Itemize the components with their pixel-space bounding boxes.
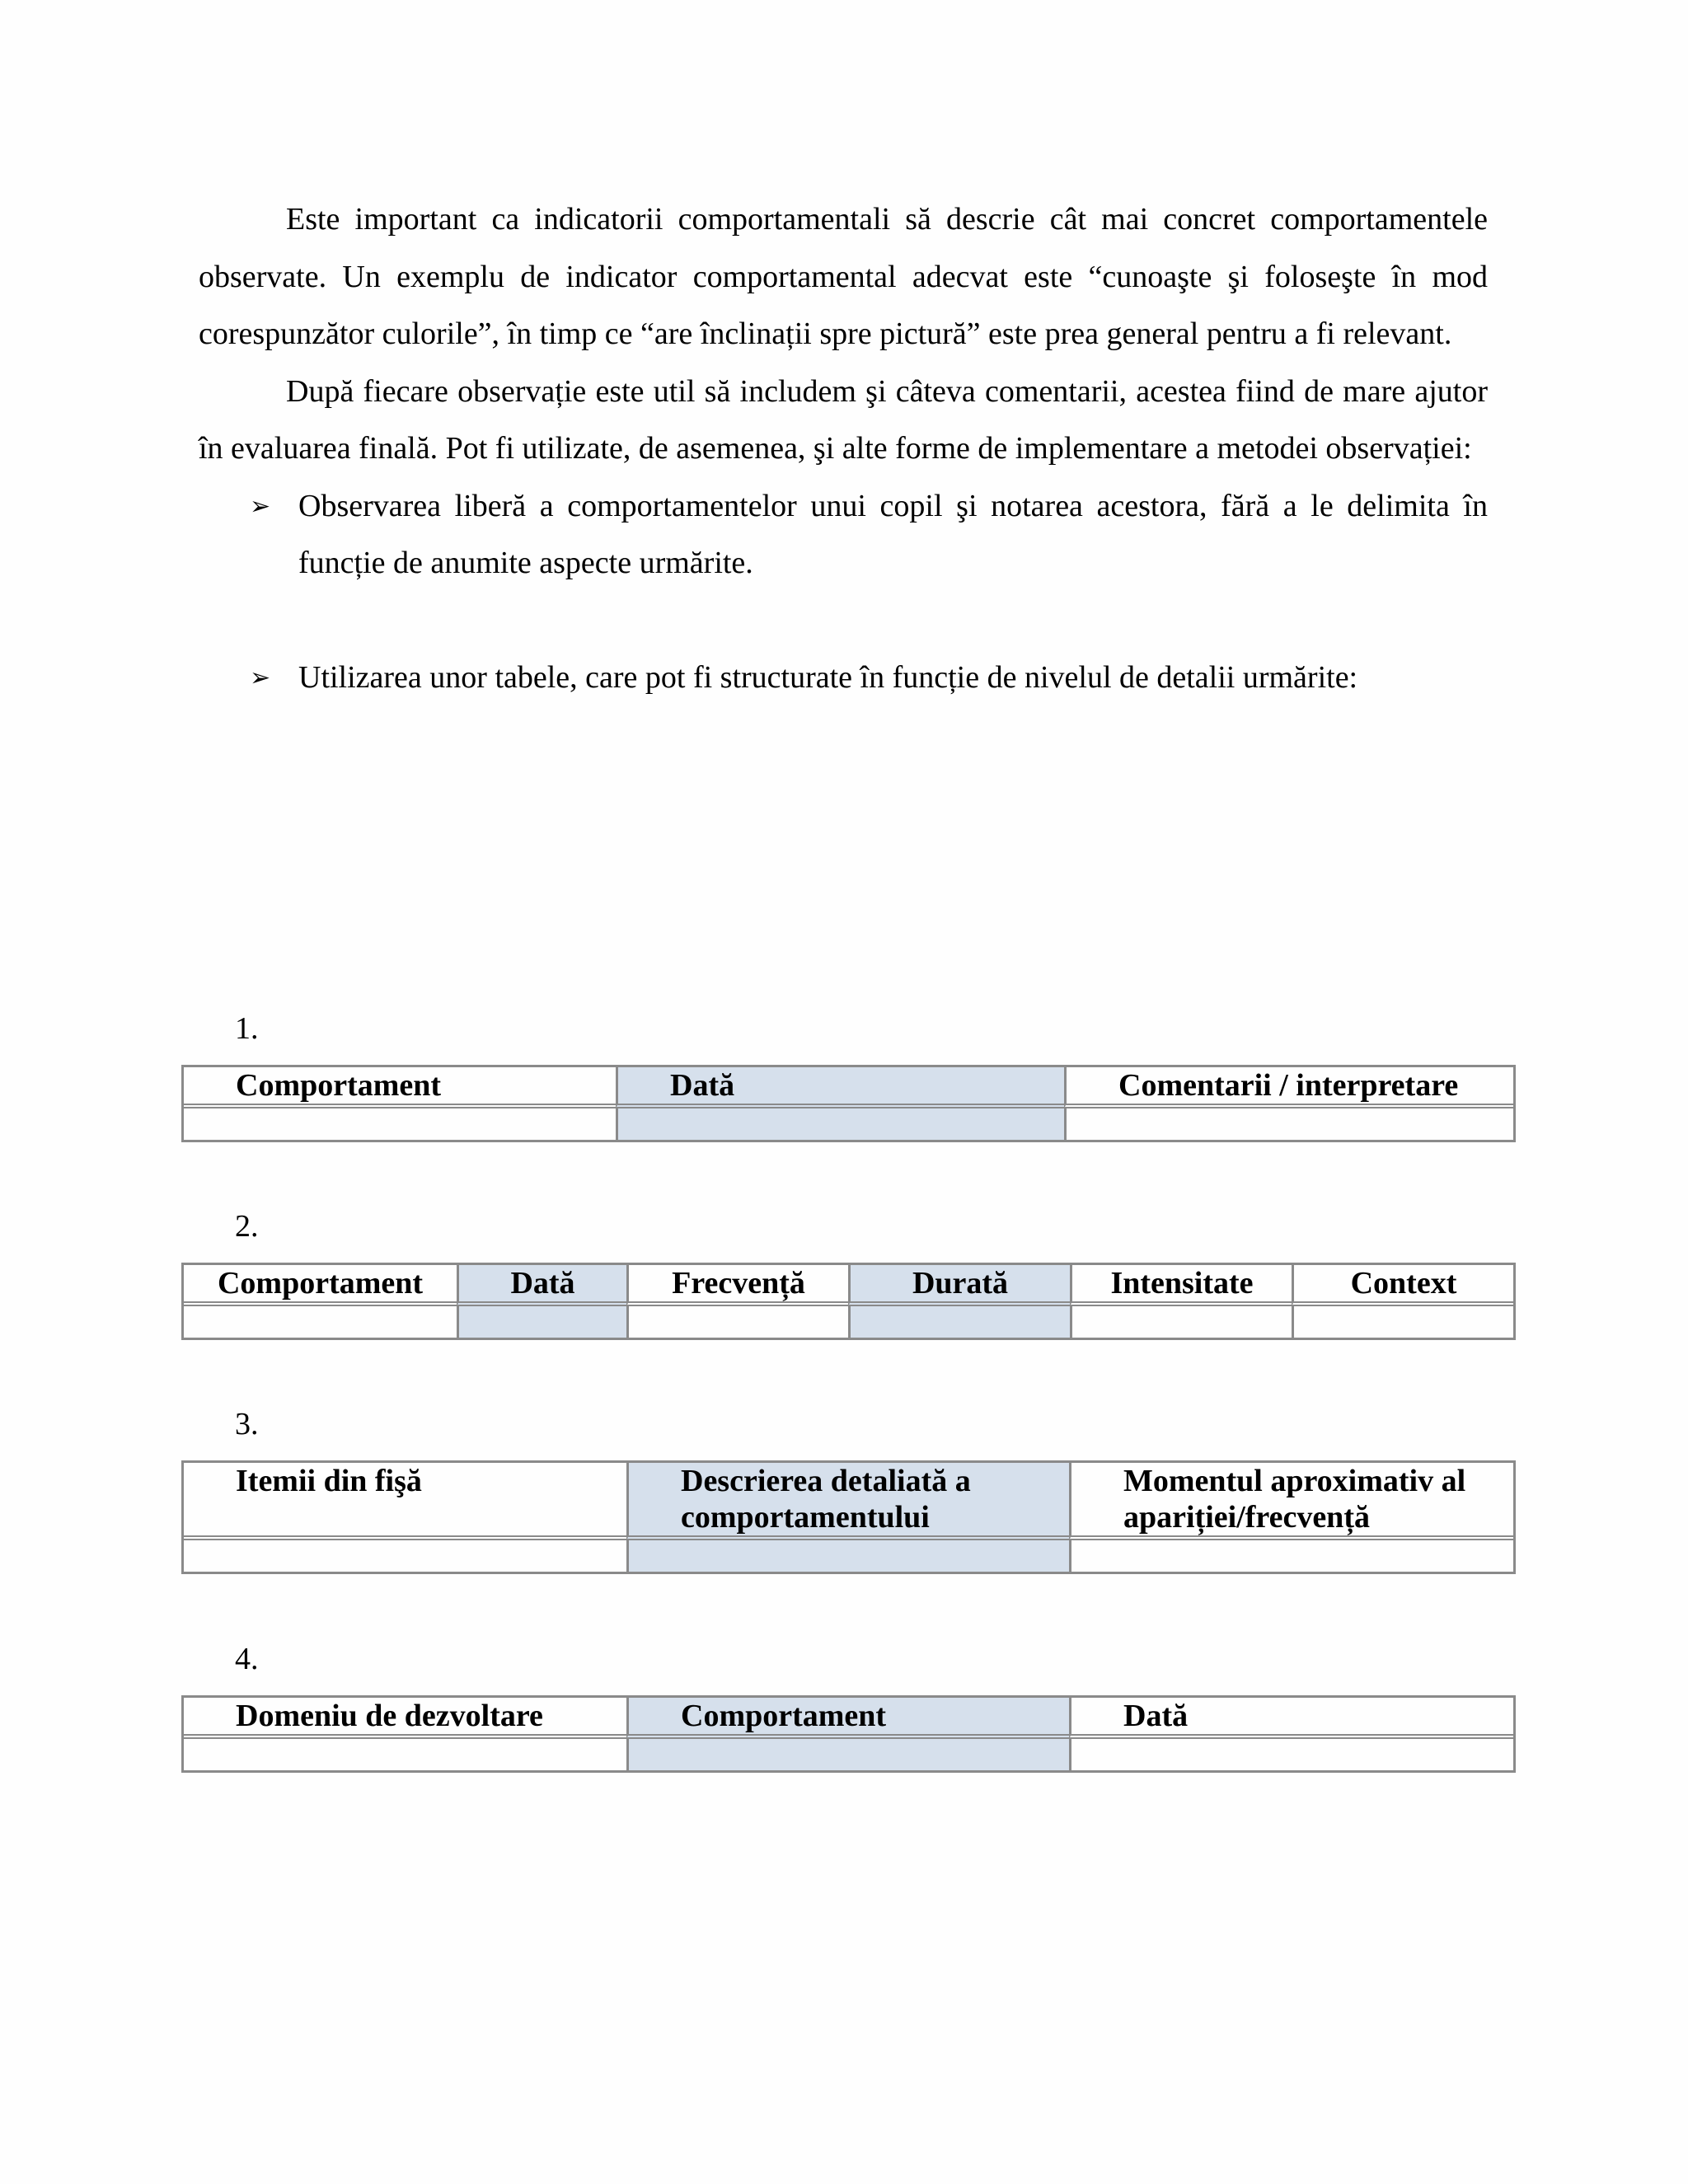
observation-table-2 xyxy=(181,1263,1516,1340)
table3-cell-momentul[interactable] xyxy=(1069,1540,1513,1572)
table-number-3: 3. xyxy=(235,1407,259,1441)
table3-cell-itemii[interactable] xyxy=(184,1540,626,1572)
paragraph-1: Este important ca indicatorii comportamentali să descrie cât mai concret comportamentele observate. Un exemplu de indicator comportamental adecvat este “cunoaşte şi foloseşte în mod corespunzător culorile”, în timp ce “are înclinații spre pictură” este prea general pentru a fi relevant. xyxy=(199,202,1488,351)
table4-header-data: Dată xyxy=(1069,1698,1513,1739)
table-number-1: 1. xyxy=(235,1011,259,1046)
table2-header-comportament: Comportament xyxy=(184,1265,457,1306)
body-text xyxy=(199,191,1488,706)
table3-cell-descrierea[interactable] xyxy=(626,1540,1069,1572)
table-number-4: 4. xyxy=(235,1642,259,1676)
table2-cell-intensitate[interactable] xyxy=(1070,1306,1292,1338)
observation-table-1 xyxy=(181,1065,1516,1142)
table2-cell-data[interactable] xyxy=(457,1306,626,1338)
table3-header-momentul: Momentul aproximativ al apariției/frecvență xyxy=(1069,1463,1513,1540)
table2-header-data: Dată xyxy=(457,1265,626,1306)
table2-cell-context[interactable] xyxy=(1292,1306,1513,1338)
table1-cell-comportament[interactable] xyxy=(184,1108,616,1140)
table2-header-durata: Durată xyxy=(848,1265,1070,1306)
table1-cell-data[interactable] xyxy=(616,1108,1064,1140)
table4-cell-data[interactable] xyxy=(1069,1739,1513,1770)
paragraph-2: După fiecare observație este util să includem şi câteva comentarii, acestea fiind de mare ajutor în evaluarea finală. Pot fi utilizate, de asemenea, şi alte forme de implementare a metodei observației: xyxy=(199,373,1488,466)
observation-table-4 xyxy=(181,1695,1516,1773)
bullet-text-2: Utilizarea unor tabele, care pot fi structurate în funcție de nivelul de detalii urmărite: xyxy=(298,659,1358,695)
table2-header-context: Context xyxy=(1292,1265,1513,1306)
table4-header-comportament: Comportament xyxy=(626,1698,1069,1739)
table2-cell-durata[interactable] xyxy=(848,1306,1070,1338)
table3-header-descrierea: Descrierea detaliată a comportamentului xyxy=(626,1463,1069,1540)
table4-cell-comportament[interactable] xyxy=(626,1739,1069,1770)
table3-header-itemii: Itemii din fişă xyxy=(184,1463,626,1540)
table1-cell-comentarii[interactable] xyxy=(1064,1108,1513,1140)
table1-header-comportament: Comportament xyxy=(184,1067,616,1108)
bullet-text-1: Observarea liberă a comportamentelor unui copil şi notarea acestora, fără a le delimita în funcție de anumite aspecte urmărite. xyxy=(298,488,1488,580)
table2-cell-comportament[interactable] xyxy=(184,1306,457,1338)
table1-header-data: Dată xyxy=(616,1067,1064,1108)
bullet-item-1 xyxy=(199,478,1488,593)
table1-header-comentarii: Comentarii / interpretare xyxy=(1064,1067,1513,1108)
table2-header-intensitate: Intensitate xyxy=(1070,1265,1292,1306)
table2-header-frecventa: Frecvență xyxy=(626,1265,848,1306)
table-number-2: 2. xyxy=(235,1209,259,1244)
table4-header-domeniu: Domeniu de dezvoltare xyxy=(184,1698,626,1739)
arrow-bullet-icon: ➢ xyxy=(250,491,271,521)
table2-cell-frecventa[interactable] xyxy=(626,1306,848,1338)
observation-table-3 xyxy=(181,1460,1516,1574)
arrow-bullet-icon: ➢ xyxy=(250,663,271,692)
table4-cell-domeniu[interactable] xyxy=(184,1739,626,1770)
bullet-item-2 xyxy=(199,649,1488,707)
